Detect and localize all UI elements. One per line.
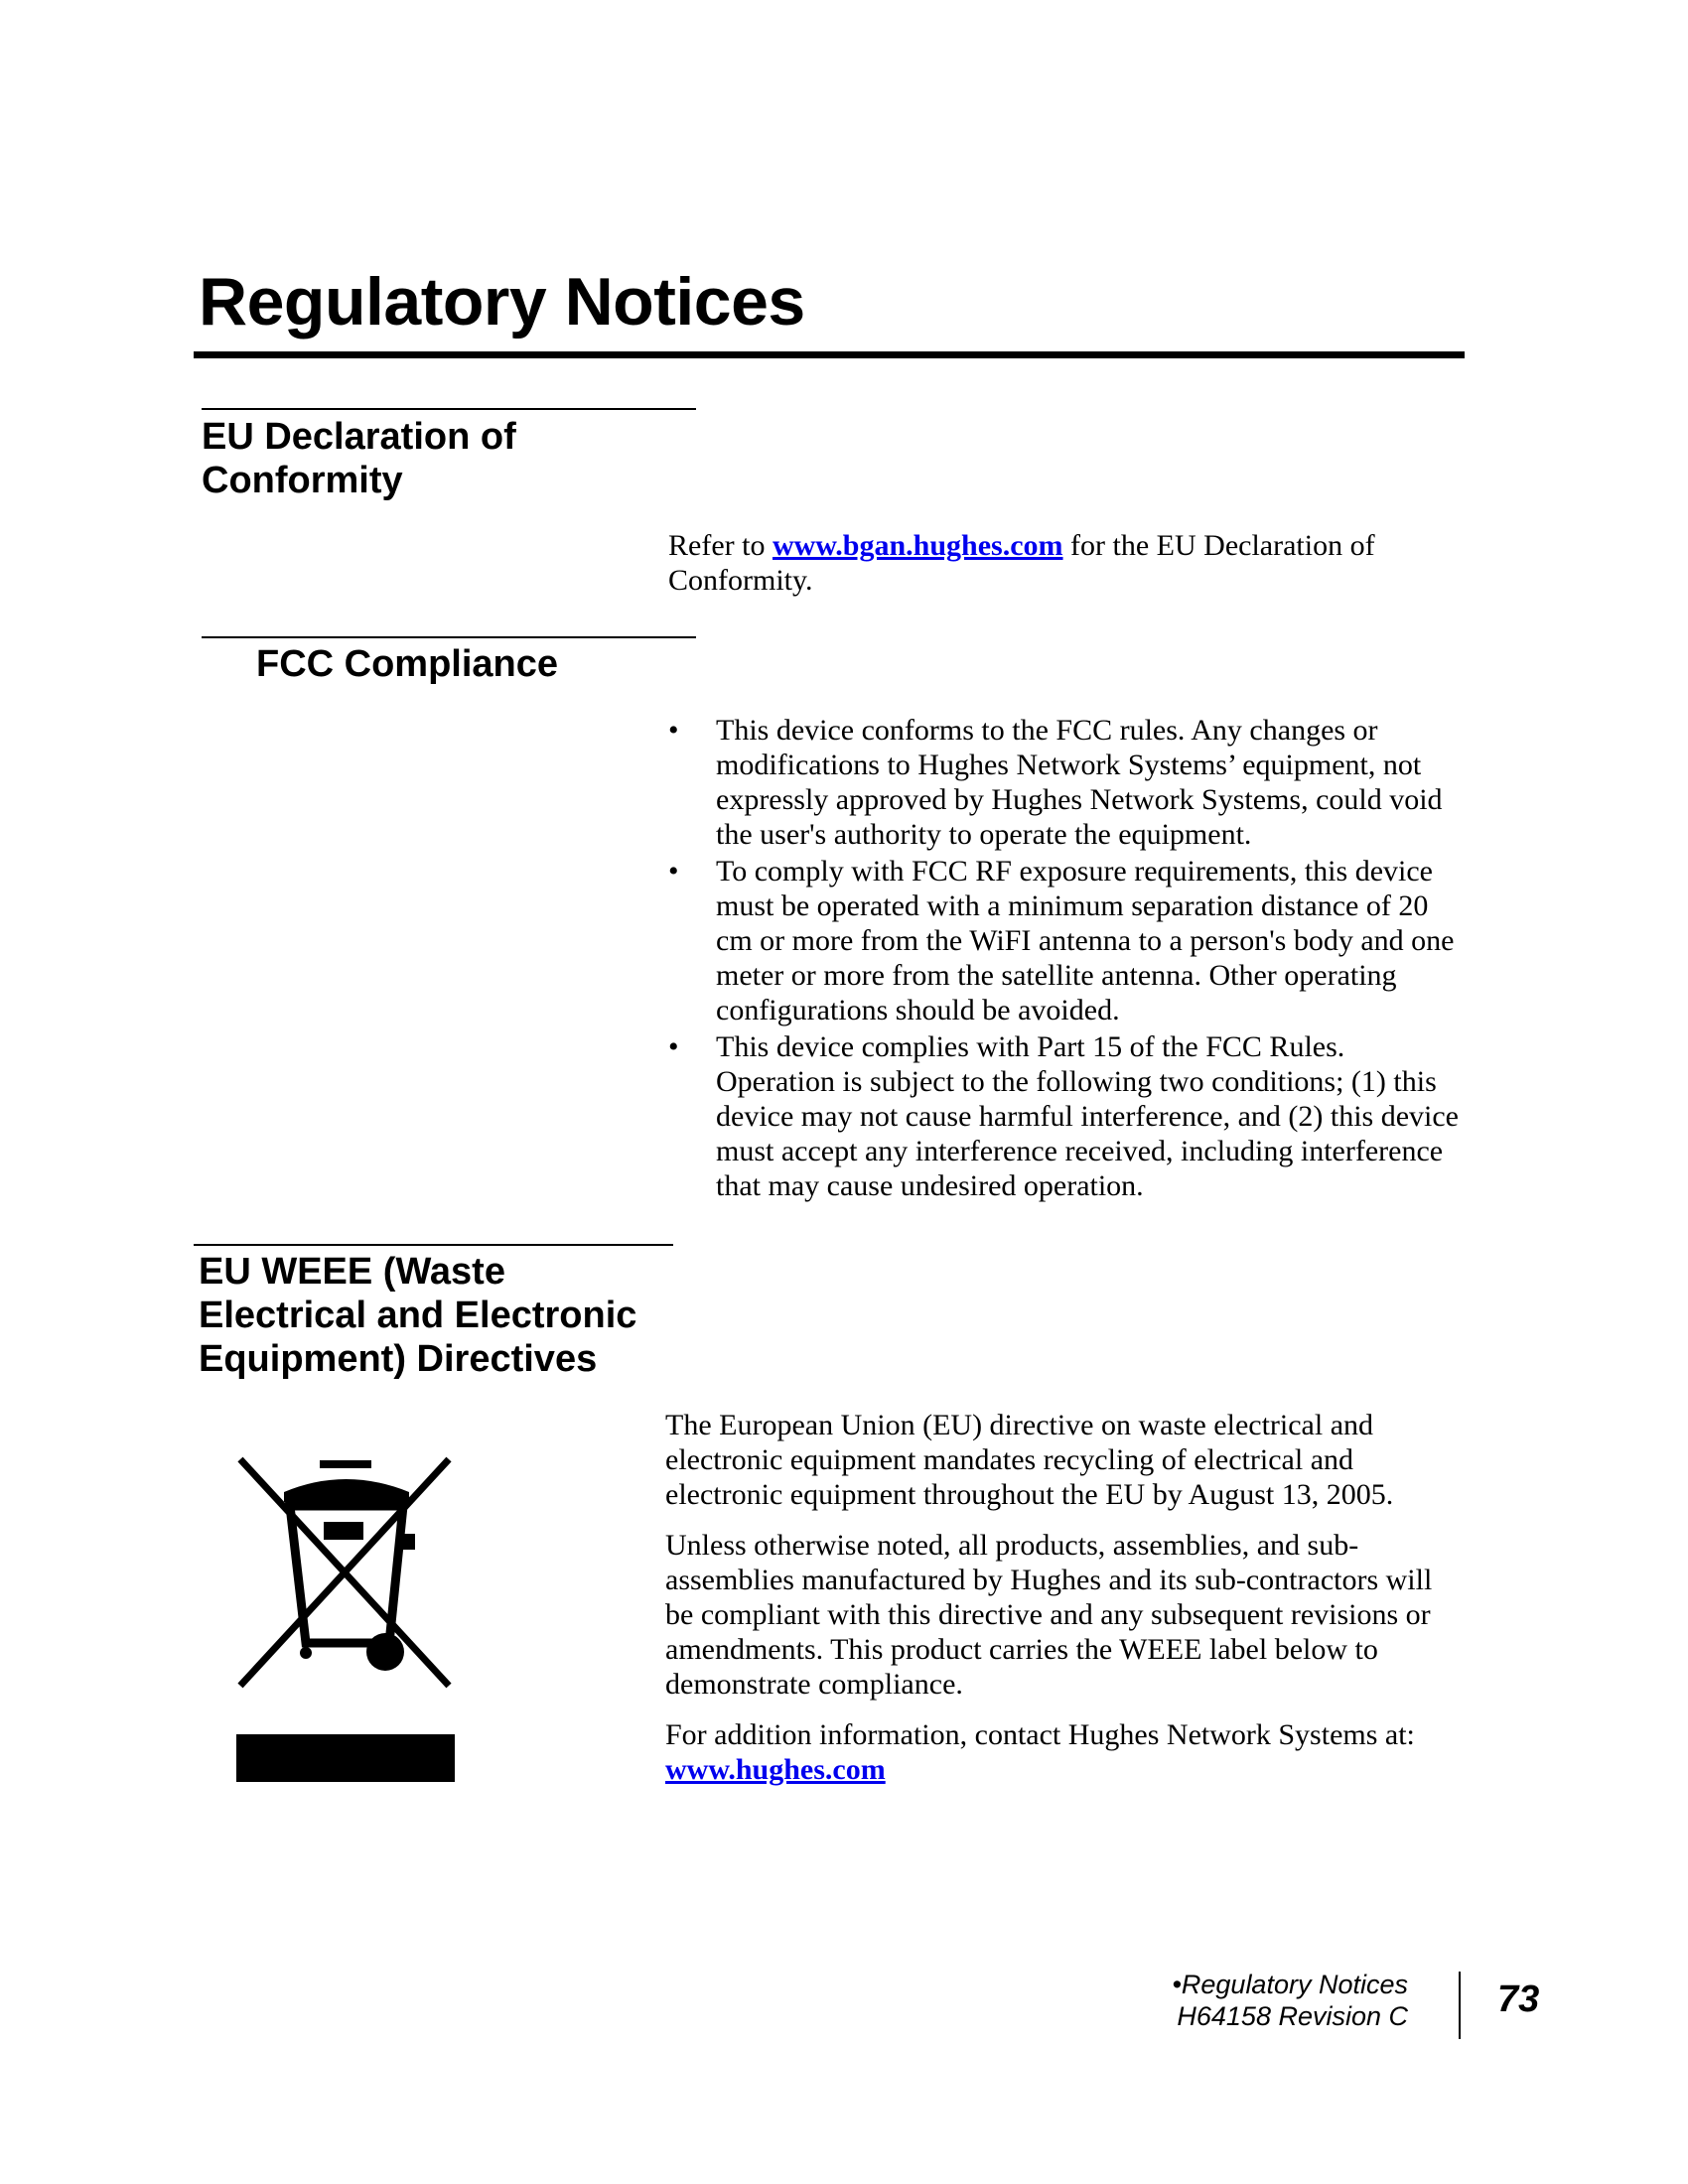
weee-paragraph-1: The European Union (EU) directive on waste electrical and electronic equipment mandates recycling of electrical and electronic equipment throughout the EU by August 13, 2005. [665,1409,1394,1511]
footer-section [991,1969,1408,2000]
eu-doc-heading-line1: EU Declaration of [202,416,516,458]
fcc-heading: FCC Compliance [256,643,559,685]
footer-bullet: • [1172,1970,1182,1999]
eu-doc-heading [202,415,516,502]
weee-paragraph-2: Unless otherwise noted, all products, assemblies, and sub-assemblies manufactured by Hughes and its sub-contractors will be compliant with this directive and any subsequent revisions or amendments. This product carries the WEEE label below to demonstrate compliance. [665,1529,1433,1701]
weee-text [665,1408,1460,1787]
fcc-text [668,713,1463,1205]
eu-doc-text [668,528,1423,598]
weee-paragraph-3 [665,1717,1460,1787]
bullet-icon: • [668,855,679,887]
bullet-icon: • [668,714,679,747]
eu-doc-rule [202,408,696,410]
fcc-bullet-text: To comply with FCC RF exposure requirements, this device must be operated with a minimum separation distance of 20 cm or more from the WiFI antenna to a person's body and one meter or more from the satellite antenna. Other operating configurations should be avoided. [716,855,1455,1026]
weee-heading-line3: Equipment) Directives [199,1338,598,1380]
bgan-hughes-link[interactable]: www.bgan.hughes.com [772,529,1063,562]
eu-doc-text-before: Refer to [668,529,773,562]
footer-info [991,1969,1408,2032]
bullet-icon: • [668,1030,679,1063]
fcc-bullet-item [668,1029,1463,1203]
fcc-bullet-item [668,713,1463,852]
weee-contact-text: For addition information, contact Hughes Network Systems at: [665,1718,1415,1751]
footer-divider [1459,1972,1461,2039]
fcc-bullet-item [668,854,1463,1027]
eu-doc-heading-line2: Conformity [202,460,403,501]
weee-rule [194,1244,673,1246]
fcc-bullet-text: This device complies with Part 15 of the FCC Rules. Operation is subject to the following two conditions; (1) this device may not cause harmful interference, and (2) this device must accept any interference received, including interference that may cause undesired operation. [716,1030,1459,1202]
footer-section-label: Regulatory Notices [1181,1970,1408,1999]
page-title: Regulatory Notices [199,264,805,340]
weee-heading-line2: Electrical and Electronic [199,1295,637,1336]
fcc-bullet-list [668,713,1463,1203]
weee-heading [199,1250,636,1381]
fcc-rule [202,636,696,638]
footer-revision: H64158 Revision C [1177,2001,1408,2031]
title-rule [194,351,1465,358]
fcc-bullet-text: This device conforms to the FCC rules. Any changes or modifications to Hughes Network Systems’ equipment, not expressly approved by Hughes Network Systems, could void the user's authority to operate the equipment. [716,714,1443,851]
weee-heading-line1: EU WEEE (Waste [199,1251,505,1293]
eu-doc-text-after: for the EU Declaration of Conformity. [668,529,1375,597]
page-number: 73 [1497,1979,1540,2020]
hughes-link[interactable]: www.hughes.com [665,1753,886,1786]
crossed-out-wheelie-bin-icon [228,1444,467,1782]
